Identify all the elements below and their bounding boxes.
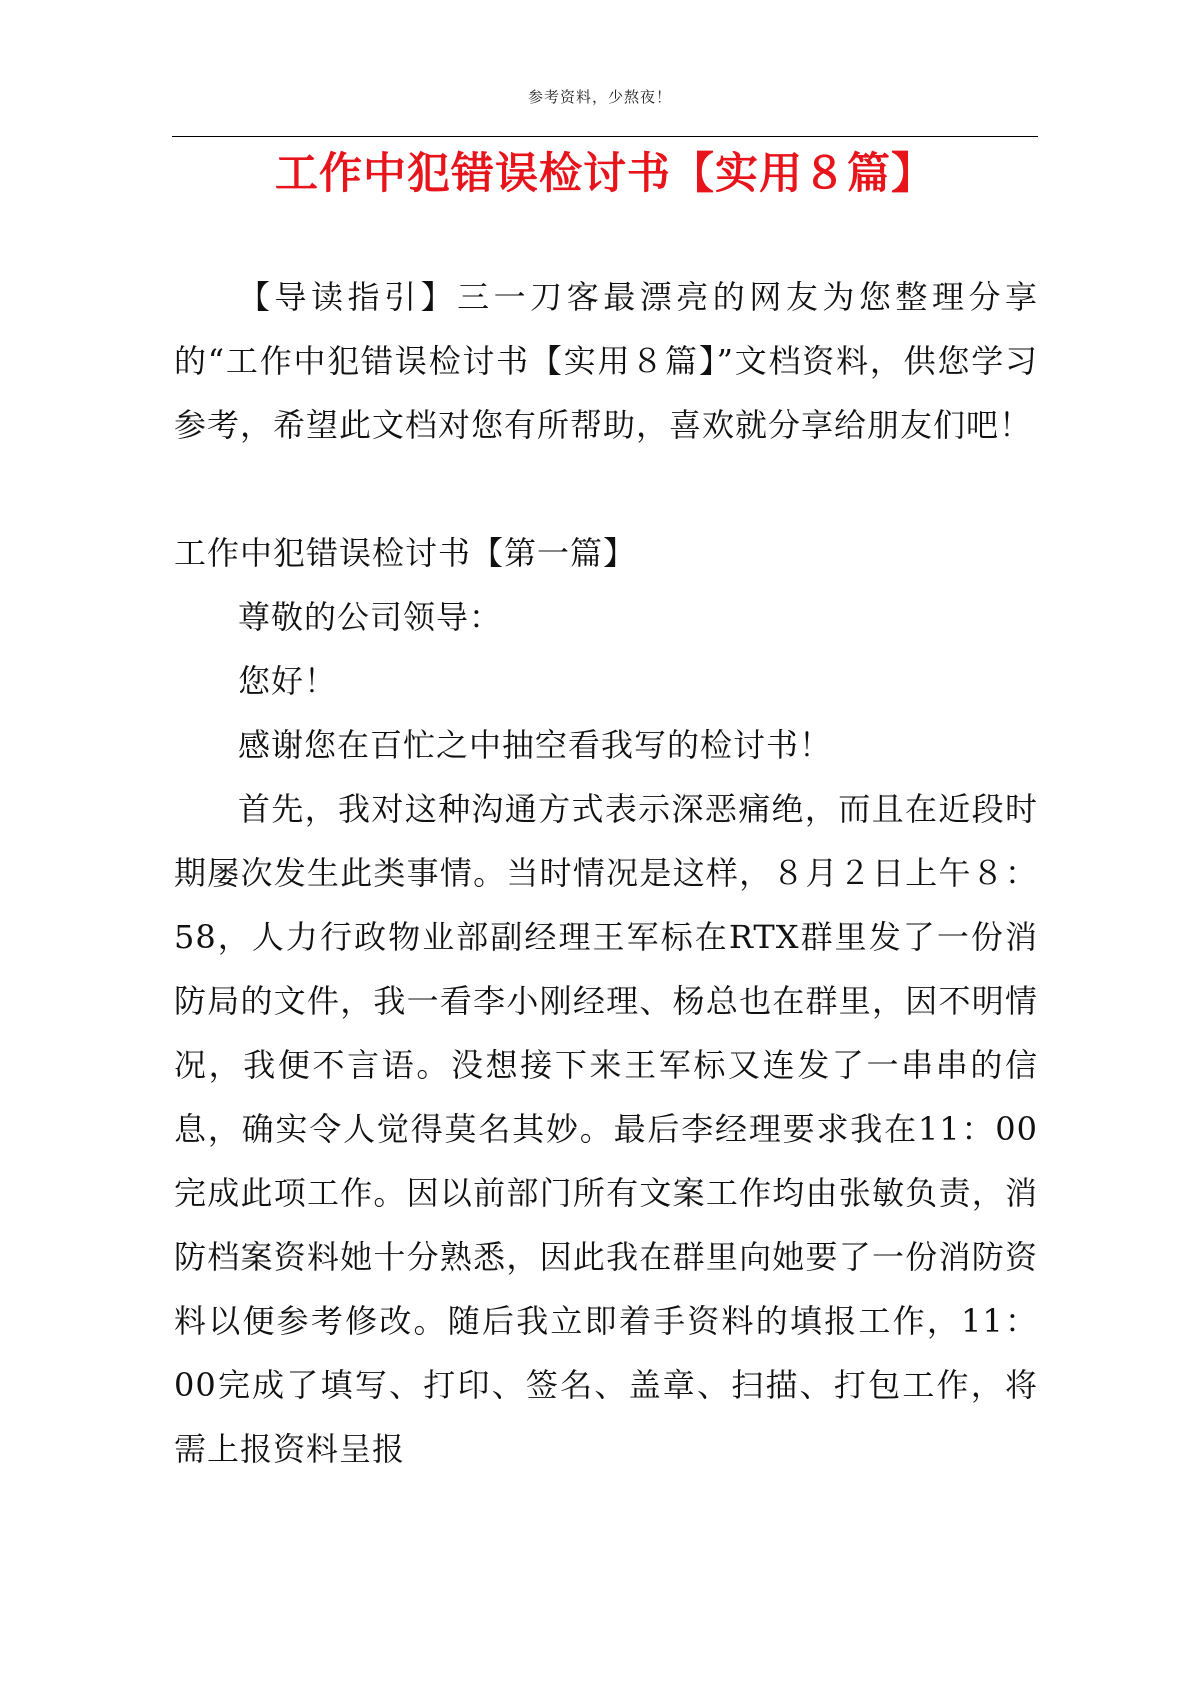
header-divider bbox=[172, 136, 1038, 137]
body-paragraph: 首先，我对这种沟通方式表示深恶痛绝，而且在近段时期屡次发生此类事情。当时情况是这样，８月２日上午８：58，人力行政物业部副经理王军标在RTX群里发了一份消防局的文件，我一看李小刚经理、杨总也在群里，因不明情况，我便不言语。没想接下来王军标又连发了一串串的信息，确实令人觉得莫名其妙。最后李经理要求我在11：00完成此项工作。因以前部门所有文案工作均由张敏负责，消防档案资料她十分熟悉，因此我在群里向她要了一份消防资料以便参考修改。随后我立即着手资料的填报工作，11：00完成了填写、打印、签名、盖章、扫描、打包工作，将需上报资料呈报 bbox=[174, 790, 1038, 1468]
document-body bbox=[174, 265, 1038, 1481]
section-heading: 工作中犯错误检讨书【第一篇】 bbox=[174, 534, 637, 572]
intro-paragraph: 【导读指引】三一刀客最漂亮的网友为您整理分享的“工作中犯错误检讨书【实用８篇】”文档资料，供您学习参考，希望此文档对您有所帮助，喜欢就分享给朋友们吧！ bbox=[174, 278, 1038, 444]
salutation-paragraph: 尊敬的公司领导： bbox=[238, 598, 503, 636]
greeting-paragraph: 您好！ bbox=[238, 662, 338, 700]
page-header-note: 参考资料，少熬夜！ bbox=[527, 88, 672, 106]
document-title: 工作中犯错误检讨书【实用８篇】 bbox=[275, 149, 935, 199]
thanks-paragraph: 感谢您在百忙之中抽空看我写的检讨书！ bbox=[238, 726, 833, 764]
paragraph-spacer bbox=[174, 457, 1038, 521]
